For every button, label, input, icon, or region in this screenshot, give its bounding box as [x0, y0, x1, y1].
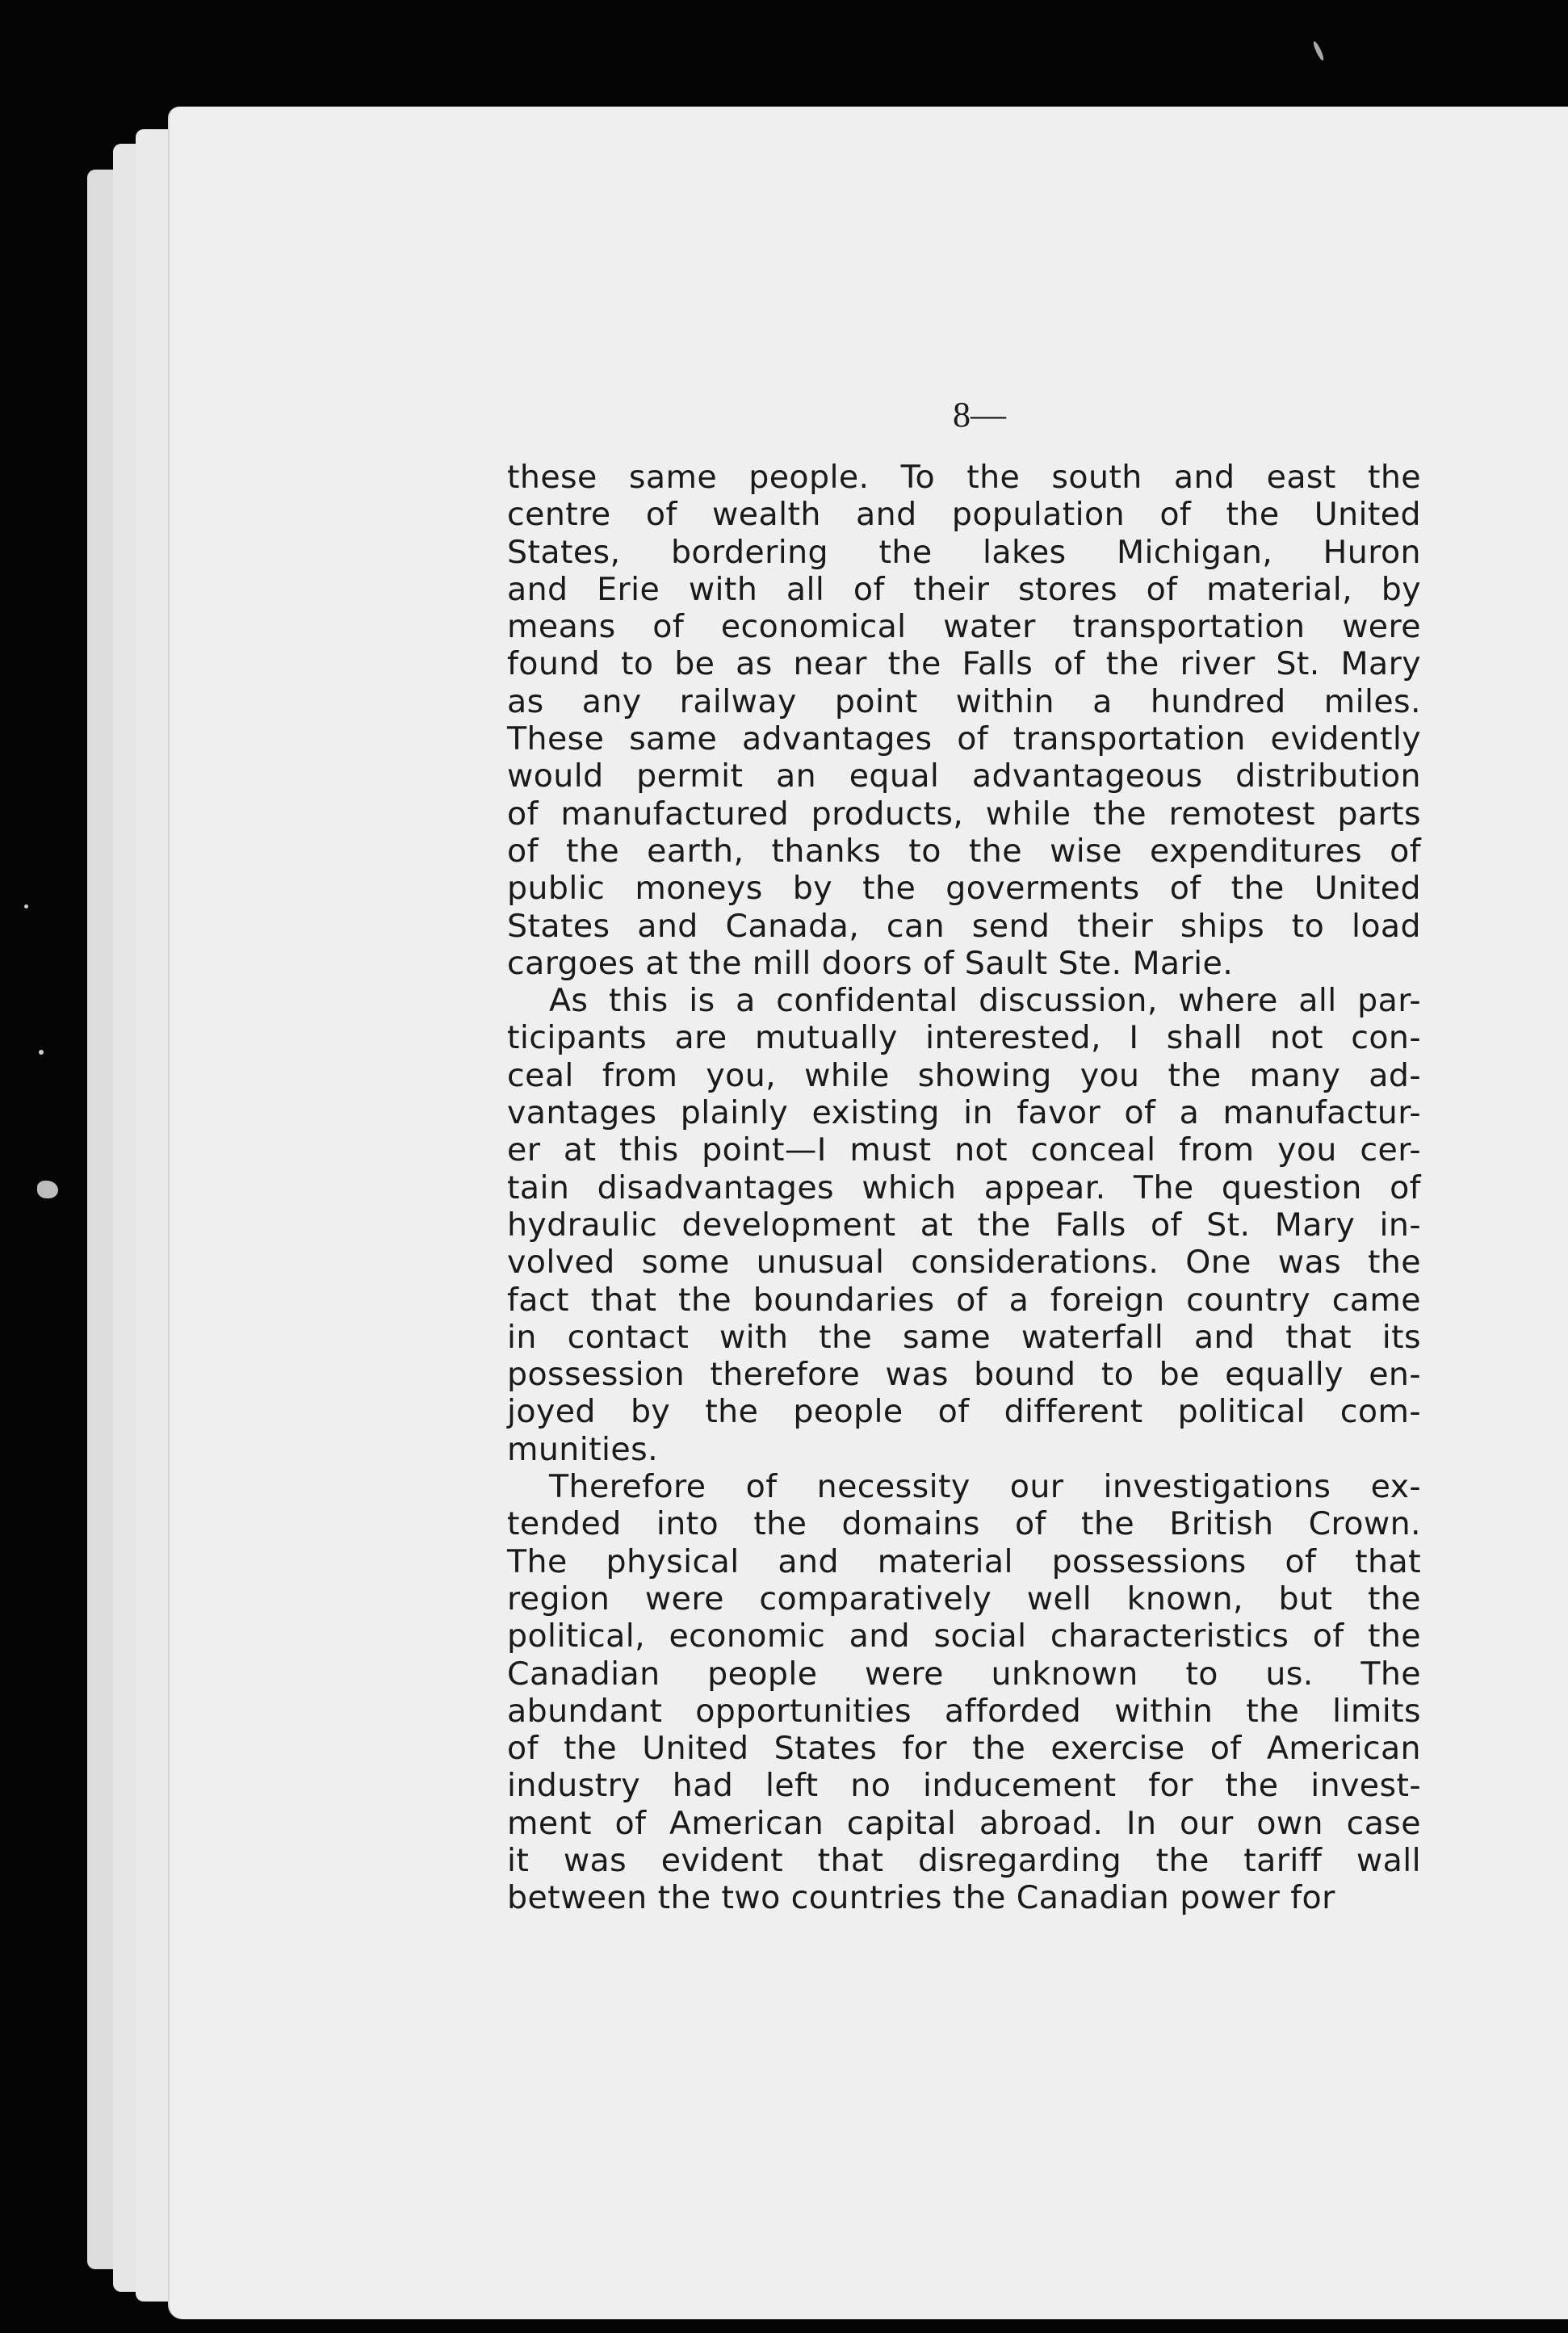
text-line: abundant opportunities afforded within the limits: [507, 1692, 1421, 1730]
scan-speck: [39, 1050, 44, 1055]
text-line: er at this point—I must not conceal from you cer-: [507, 1131, 1421, 1169]
text-line: and Erie with all of their stores of material, by: [507, 570, 1421, 608]
text-line: ticipants are mutually interested, I shall not con-: [507, 1019, 1421, 1057]
text-line: it was evident that disregarding the tariff wall: [507, 1841, 1421, 1879]
text-line: tain disadvantages which appear. The question of: [507, 1169, 1421, 1206]
paragraph: [507, 1468, 1421, 1917]
text-line: hydraulic development at the Falls of St. Mary in-: [507, 1206, 1421, 1244]
text-line: region were comparatively well known, but the: [507, 1580, 1421, 1618]
text-line: means of economical water transportation were: [507, 608, 1421, 646]
text-line: cargoes at the mill doors of Sault Ste. Marie.: [507, 944, 1234, 982]
text-line: These same advantages of transportation evidently: [507, 720, 1421, 758]
text-line: public moneys by the goverments of the United: [507, 870, 1421, 908]
text-line: as any railway point within a hundred miles.: [507, 682, 1421, 720]
text-line: of the earth, thanks to the wise expenditures of: [507, 832, 1421, 870]
scan-smudge: [37, 1181, 58, 1198]
text-line: would permit an equal advantageous distribution: [507, 757, 1421, 795]
text-line: ment of American capital abroad. In our own case: [507, 1804, 1421, 1842]
text-line: found to be as near the Falls of the river St. Mary: [507, 645, 1421, 683]
body-text: [507, 459, 1421, 1917]
text-line: of manufactured products, while the remotest parts: [507, 795, 1421, 833]
text-line: in contact with the same waterfall and that its: [507, 1318, 1421, 1356]
text-line: The physical and material possessions of that: [507, 1542, 1421, 1580]
text-line: fact that the boundaries of a foreign country came: [507, 1281, 1421, 1319]
text-line: possession therefore was bound to be equally en-: [507, 1356, 1421, 1394]
text-line: centre of wealth and population of the United: [507, 496, 1421, 534]
text-line: vantages plainly existing in favor of a manufactur-: [507, 1094, 1421, 1132]
scan-speck: [1312, 40, 1325, 61]
paragraph: [507, 982, 1421, 1468]
text-line: States and Canada, can send their ships to load: [507, 907, 1421, 945]
text-line: industry had left no inducement for the invest-: [507, 1767, 1421, 1805]
text-line: between the two countries the Canadian power for: [507, 1879, 1335, 1917]
text-line: Therefore of necessity our investigations ex-: [549, 1468, 1421, 1506]
text-line: Canadian people were unknown to us. The: [507, 1655, 1421, 1693]
page-number: 8—: [953, 395, 1006, 434]
text-line: joyed by the people of different political com-: [507, 1393, 1421, 1431]
text-line: political, economic and social characteristics of the: [507, 1618, 1421, 1655]
text-line: munities.: [507, 1430, 659, 1468]
text-line: these same people. To the south and east the: [507, 459, 1421, 496]
scan-speck: [24, 904, 28, 908]
text-line: As this is a confidental discussion, where all par-: [549, 982, 1421, 1020]
text-line: States, bordering the lakes Michigan, Huron: [507, 533, 1421, 571]
text-line: volved some unusual considerations. One was the: [507, 1244, 1421, 1282]
paragraph: [507, 459, 1421, 982]
text-line: of the United States for the exercise of American: [507, 1730, 1421, 1768]
text-line: tended into the domains of the British Crown.: [507, 1505, 1421, 1543]
text-line: ceal from you, while showing you the many ad-: [507, 1056, 1421, 1094]
